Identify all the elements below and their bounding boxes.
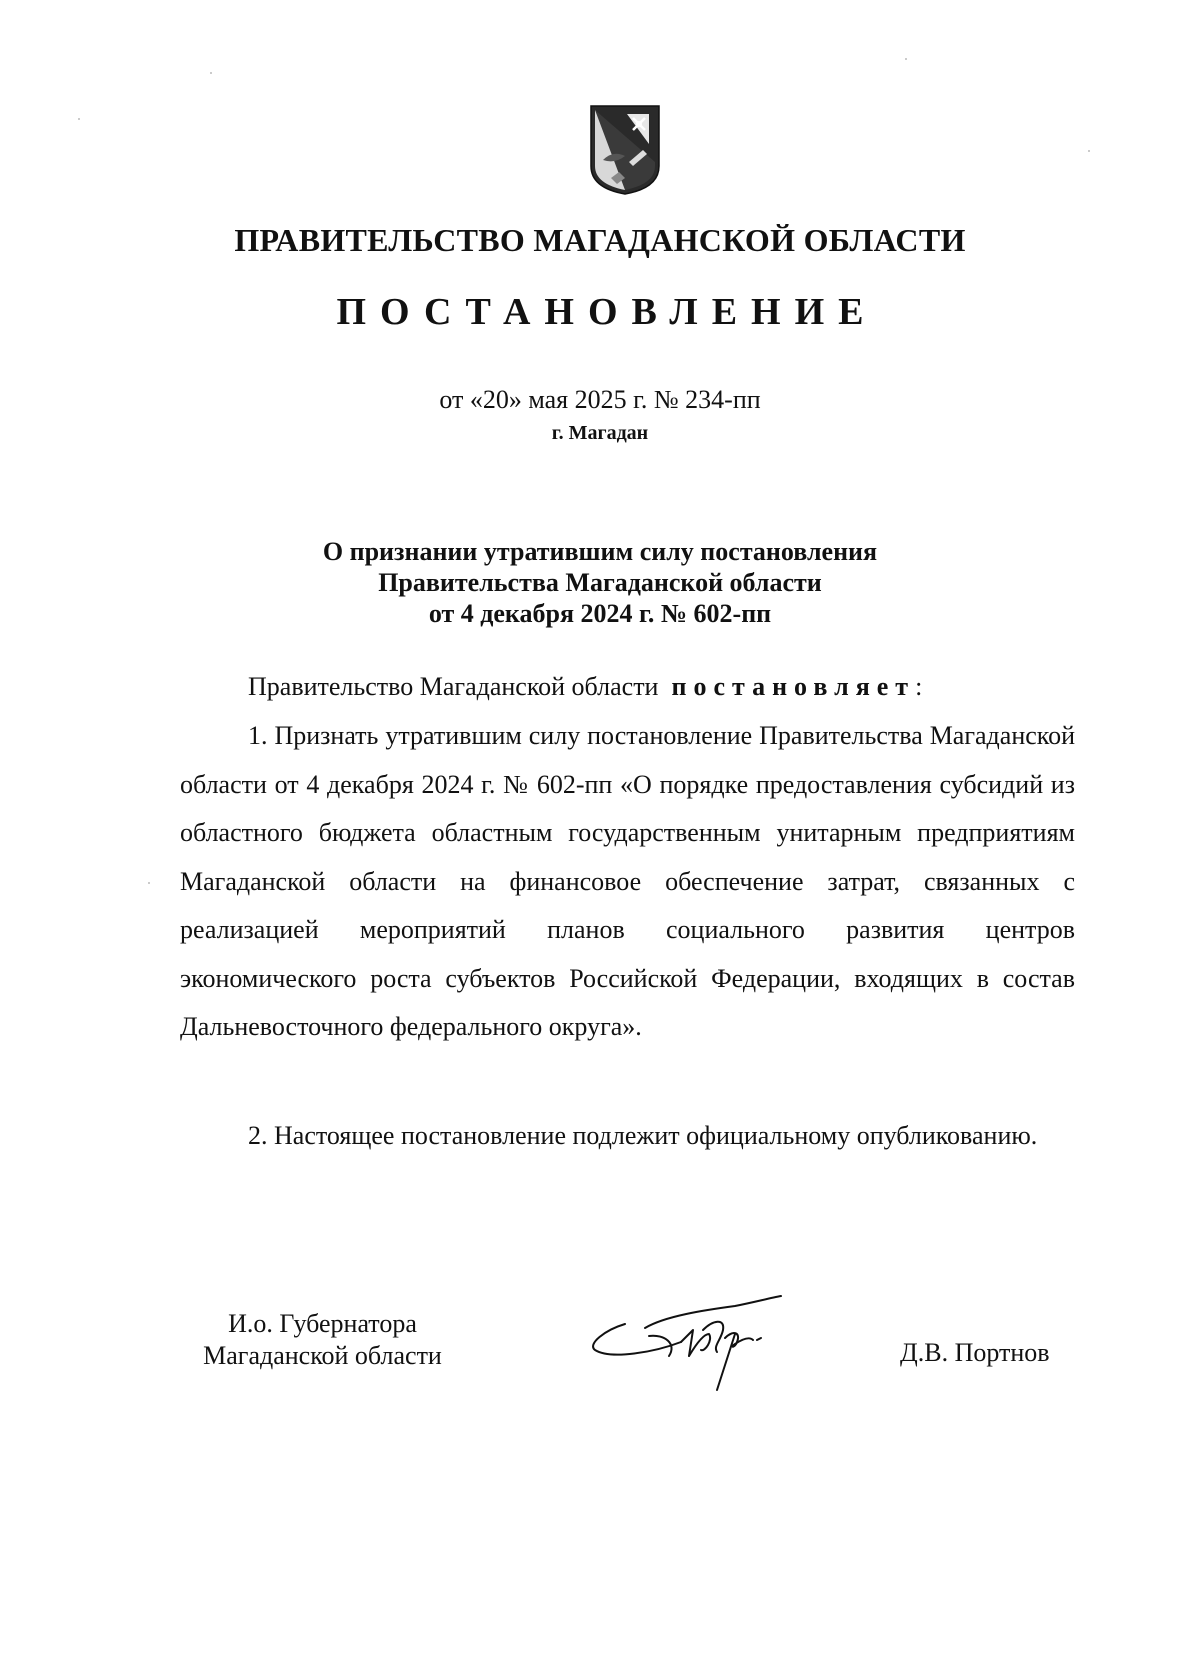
government-name-heading: ПРАВИТЕЛЬСТВО МАГАДАНСКОЙ ОБЛАСТИ — [234, 222, 966, 258]
signatory-position — [185, 1308, 460, 1372]
intro-prefix: Правительство Магаданской области — [248, 672, 659, 701]
scan-speck — [905, 58, 907, 60]
intro-suffix: : — [915, 672, 923, 701]
subject-line: Правительства Магаданской области — [378, 568, 822, 597]
intro-verb: постановляет — [671, 672, 916, 701]
document-date-number: от «20» мая 2025 г. № 234-пп — [439, 385, 761, 414]
resolution-intro — [248, 672, 1075, 702]
signer-name: Д.В. Портнов — [900, 1338, 1050, 1367]
scan-speck — [78, 118, 80, 120]
position-line: Магаданской области — [203, 1341, 442, 1370]
scan-speck — [210, 72, 212, 74]
document-city: г. Магадан — [551, 422, 649, 444]
paragraph-1: 1. Признать утратившим силу постановление Правительства Магаданской области от 4 декабря 2024 г. № 602-пп «О порядке предоставления субсидий из областного бюджета областным государственным унитарным предприятиям Магаданской области на финансовое обеспечение затрат, связанных с реализацией мероприятий планов социального развития центров экономического роста субъектов Российской Федерации, входящих в состав Дальневосточного федерального округа». — [180, 721, 1075, 1041]
subject-line: О признании утратившим силу постановления — [322, 537, 878, 566]
position-line: И.о. Губернатора — [228, 1309, 417, 1338]
scan-speck — [1088, 150, 1090, 152]
paragraph-2: 2. Настоящее постановление подлежит официальному опубликованию. — [248, 1121, 1038, 1150]
handwritten-signature — [585, 1290, 825, 1400]
document-type-heading: ПОСТАНОВЛЕНИЕ — [336, 291, 878, 333]
coat-of-arms-emblem — [589, 104, 661, 196]
subject-line: от 4 декабря 2024 г. № 602-пп — [428, 599, 772, 628]
scan-speck — [148, 882, 150, 884]
document-subject — [0, 536, 1200, 629]
